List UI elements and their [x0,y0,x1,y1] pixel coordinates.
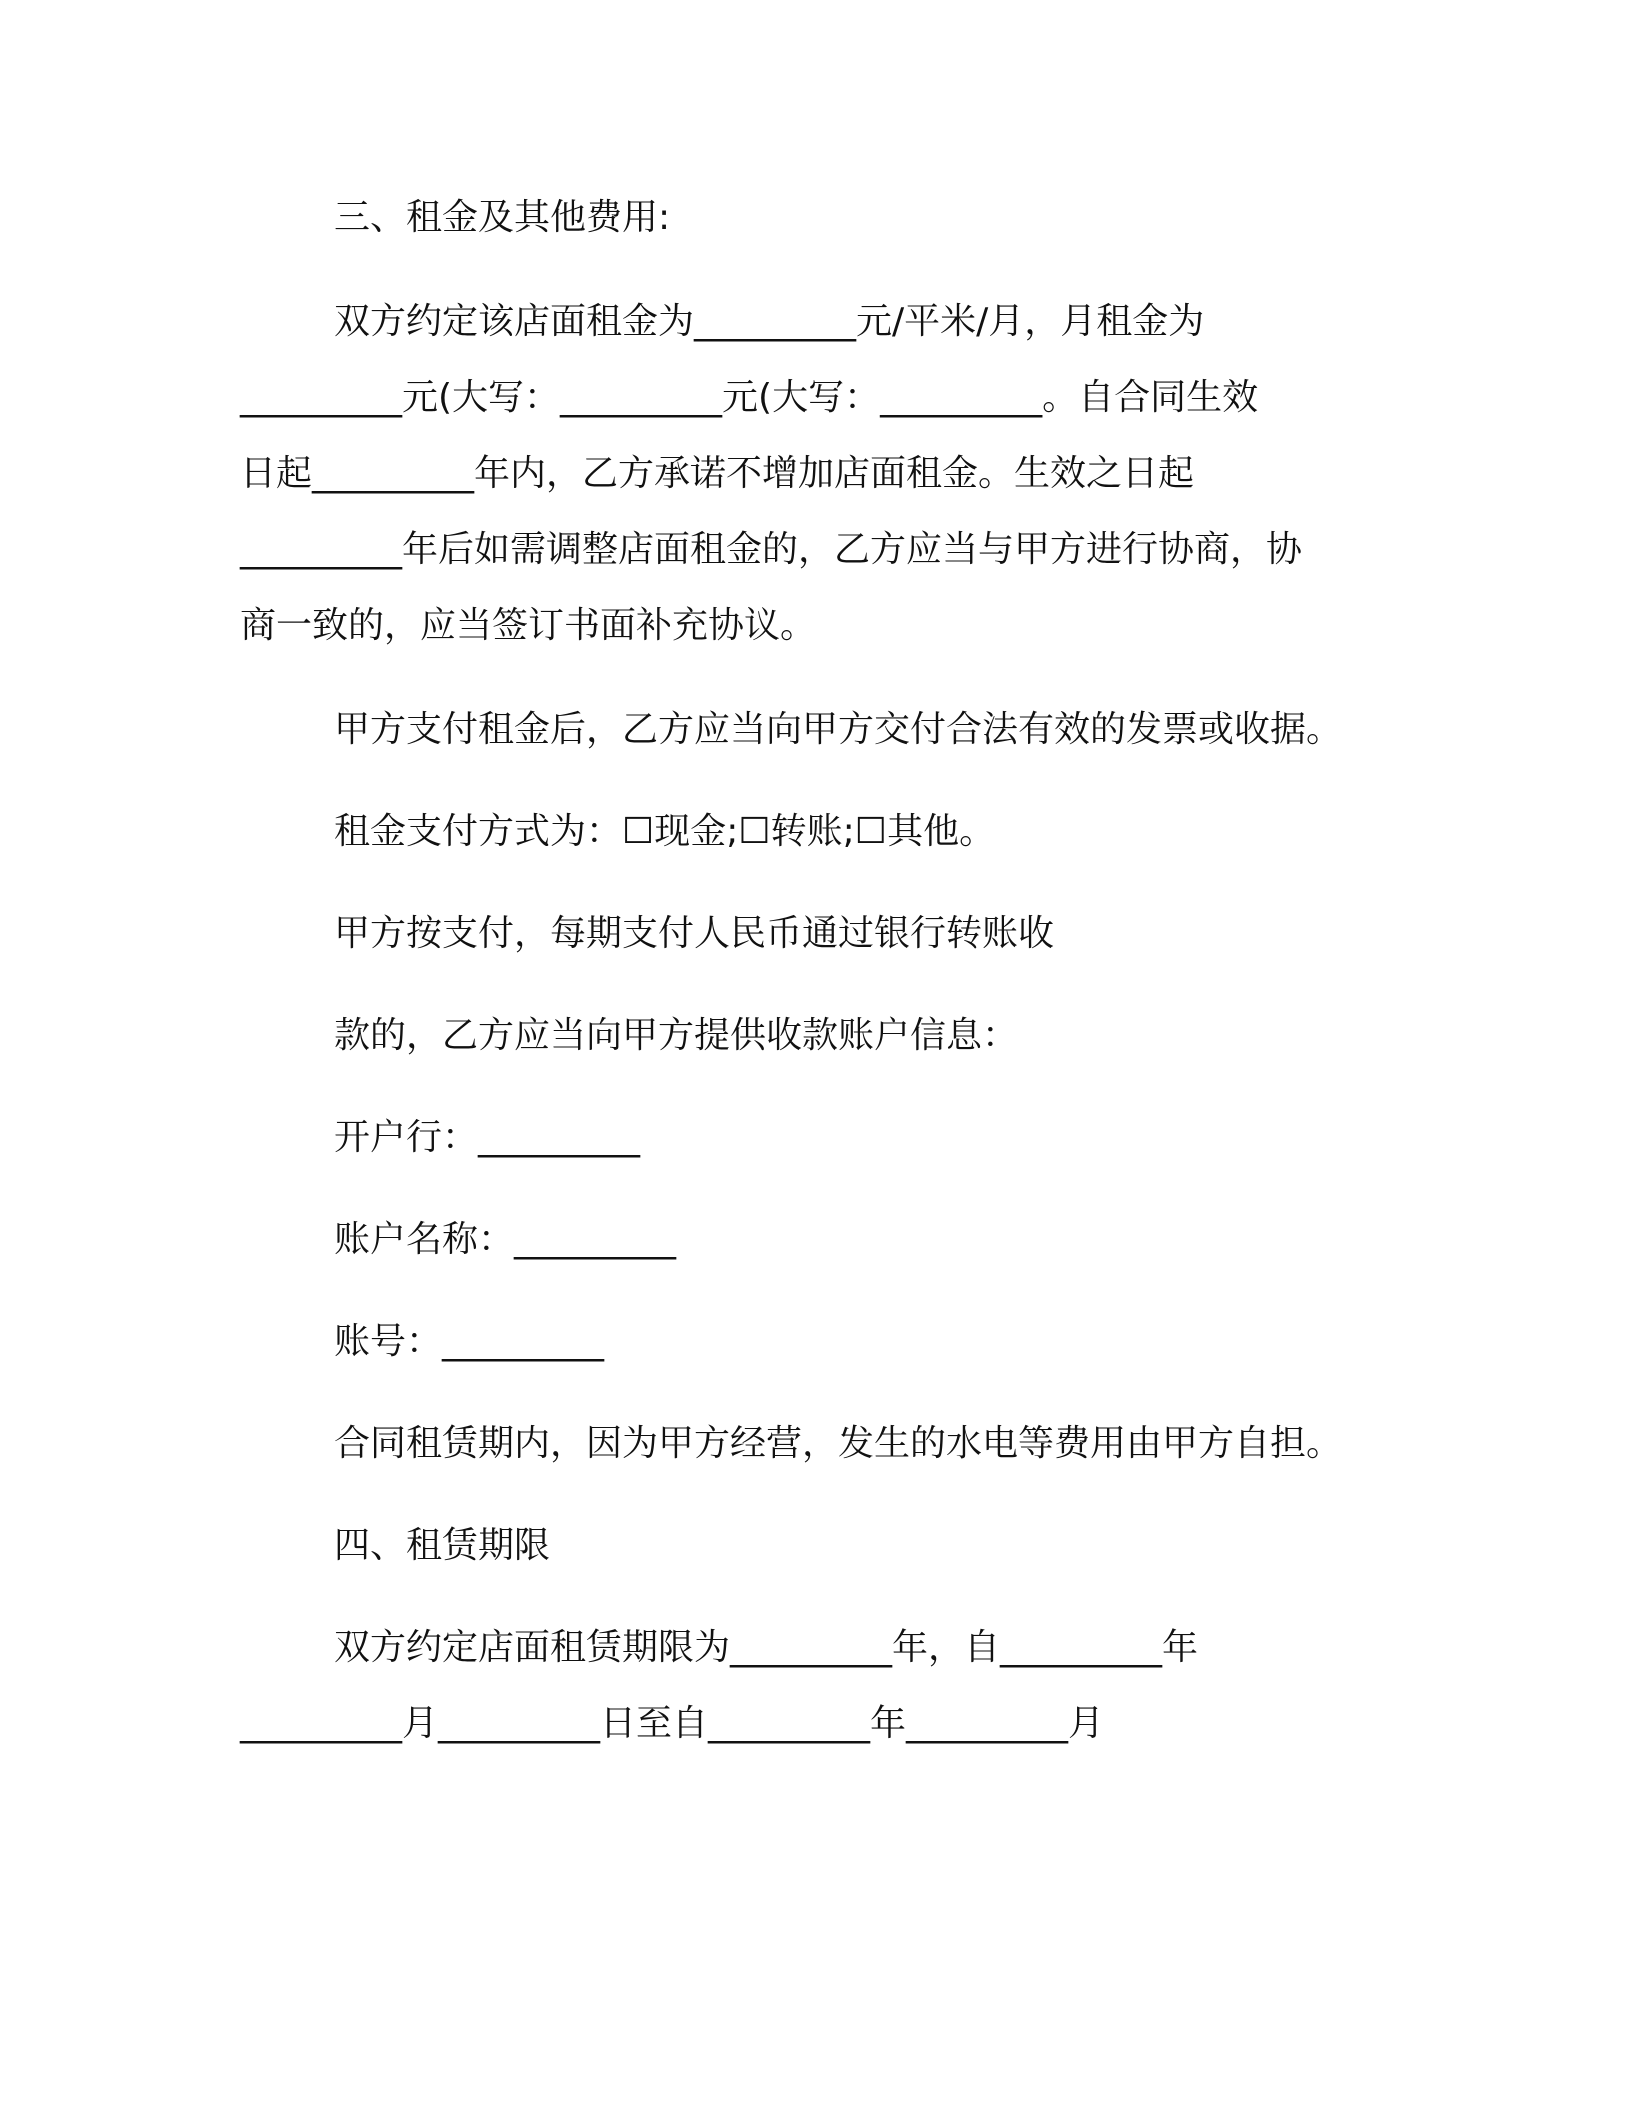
account-number-line: 账号：_________ [334,1321,605,1362]
paragraph-line: 甲方支付租金后，乙方应当向甲方交付合法有效的发票或收据。 [334,709,1343,750]
paragraph-line: _________元(大写：_________元(大写：_________。自合同生效 [240,377,1259,418]
section-heading-term: 四、租赁期限 [334,1525,551,1566]
paragraph-line: 日起_________年内，乙方承诺不增加店面租金。生效之日起 [240,453,1195,494]
paragraph-line: 商一致的，应当签订书面补充协议。 [240,605,817,646]
paragraph-line: _________年后如需调整店面租金的，乙方应当与甲方进行协商，协 [240,529,1303,570]
bank-name-line: 开户行：_________ [334,1117,641,1158]
paragraph-line: 款的，乙方应当向甲方提供收款账户信息： [334,1015,1019,1056]
paragraph-line: 双方约定该店面租金为_________元/平米/月，月租金为 [334,301,1205,342]
paragraph-line: 甲方按支付，每期支付人民币通过银行转账收 [334,913,1055,954]
account-name-line: 账户名称：_________ [334,1219,677,1260]
payment-method-line: 租金支付方式为：☐现金;☐转账;☐其他。 [334,811,996,852]
section-heading-rent: 三、租金及其他费用: [334,197,671,238]
paragraph-line: 合同租赁期内，因为甲方经营，发生的水电等费用由甲方自担。 [334,1423,1343,1464]
paragraph-line: _________月_________日至自_________年_________月 [240,1703,1105,1744]
paragraph-line: 双方约定店面租赁期限为_________年，自_________年 [334,1627,1199,1668]
